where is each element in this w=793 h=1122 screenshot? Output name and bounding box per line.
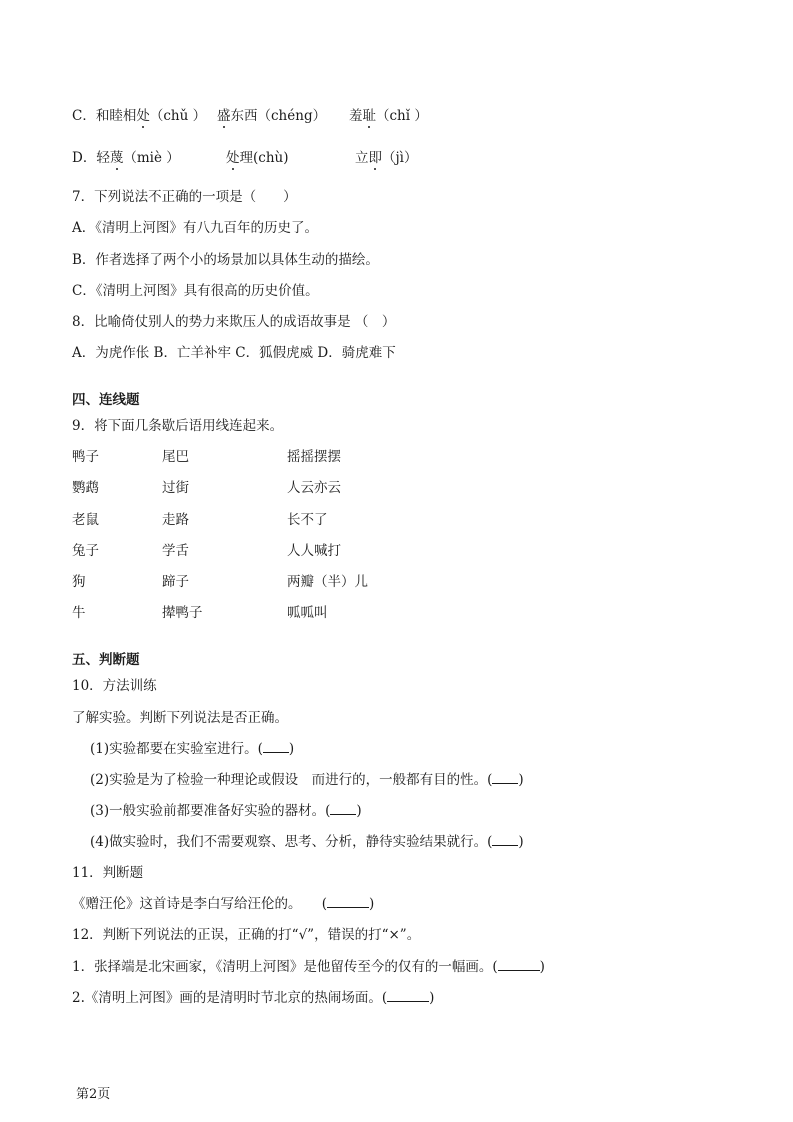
match-right-6: 呱呱叫 [287, 605, 328, 621]
q10-title: 10．方法训练 [72, 678, 157, 694]
match-mid-3: 走路 [162, 512, 189, 528]
q6-d-word3: 立即（jì） [355, 150, 418, 166]
q6-option-d: D．轻蔑（miè ） [72, 150, 180, 166]
match-right-3: 长不了 [287, 512, 328, 528]
option-label: C． [72, 108, 96, 124]
match-left-4: 兔子 [72, 543, 99, 559]
match-left-1: 鸭子 [72, 449, 99, 465]
q10-intro: 了解实验。判断下列说法是否正确。 [72, 710, 288, 726]
q8-stem: 8．比喻倚仗别人的势力来欺压人的成语故事是 （ ） [72, 314, 396, 330]
answer-blank[interactable] [263, 752, 289, 753]
q12-item-2: 2.《清明上河图》画的是清明时节北京的热闹场面。( ) [72, 990, 435, 1006]
q11-title: 11．判断题 [72, 865, 144, 881]
q6-d-word2: 处理(chù) [226, 150, 289, 166]
match-left-2: 鹦鹉 [72, 480, 99, 496]
q6-c-word2: 盛东西（chéng） [217, 108, 327, 124]
match-mid-5: 蹄子 [162, 574, 189, 590]
match-left-5: 狗 [72, 574, 86, 590]
q7-option-a: A．《清明上河图》有八九百年的历史了。 [72, 220, 318, 236]
match-right-5: 两瓣（半）儿 [287, 574, 368, 590]
answer-blank[interactable] [492, 783, 518, 784]
q10-item-4: (4)做实验时，我们不需要观察、思考、分析，静待实验结果就行。( ) [90, 834, 524, 850]
section-5-heading: 五、判断题 [72, 652, 140, 668]
answer-blank[interactable] [327, 907, 369, 908]
q12-title: 12．判断下列说法的正误，正确的打“√”，错误的打“×”。 [72, 927, 421, 943]
answer-blank[interactable] [387, 1001, 429, 1002]
q12-item-1: 1．张择端是北宋画家，《清明上河图》是他留传至今的仅有的一幅画。( ) [72, 959, 545, 975]
q10-item-2: (2)实验是为了检验一种理论或假设 而进行的，一般都有目的性。( ) [90, 772, 524, 788]
q10-item-1: (1)实验都要在实验室进行。( ) [90, 741, 295, 757]
match-left-3: 老鼠 [72, 512, 99, 528]
match-mid-2: 过街 [162, 480, 189, 496]
q7-stem: 7．下列说法不正确的一项是（ ） [72, 189, 297, 205]
page-number: 第2页 [76, 1087, 111, 1102]
match-mid-6: 撵鸭子 [162, 605, 203, 621]
answer-blank[interactable] [330, 814, 356, 815]
q9-stem: 9．将下面几条歇后语用线连起来。 [72, 418, 284, 434]
answer-blank[interactable] [498, 970, 540, 971]
match-left-6: 牛 [72, 605, 86, 621]
answer-blank[interactable] [492, 845, 518, 846]
q7-option-b: B．作者选择了两个小的场景加以具体生动的描绘。 [72, 252, 379, 268]
match-right-2: 人云亦云 [287, 480, 341, 496]
q7-option-c: C．《清明上河图》具有很高的历史价值。 [72, 283, 319, 299]
q8-options: A．为虎作伥 B．亡羊补牢 C．狐假虎威 D．骑虎难下 [72, 345, 396, 361]
q11-item: 《赠汪伦》这首诗是李白写给汪伦的。 ( ) [72, 896, 375, 912]
q10-item-3: (3)一般实验前都要准备好实验的器材。( ) [90, 803, 362, 819]
match-right-4: 人人喊打 [287, 543, 341, 559]
q6-option-c: C．和睦相处（chǔ ） [72, 108, 207, 124]
section-4-heading: 四、连线题 [72, 392, 140, 408]
q6-c-word3: 羞耻（chǐ ） [349, 108, 428, 124]
option-label: D． [72, 150, 97, 166]
match-right-1: 摇摇摆摆 [287, 449, 341, 465]
match-mid-4: 学舌 [162, 543, 189, 559]
match-mid-1: 尾巴 [162, 449, 189, 465]
